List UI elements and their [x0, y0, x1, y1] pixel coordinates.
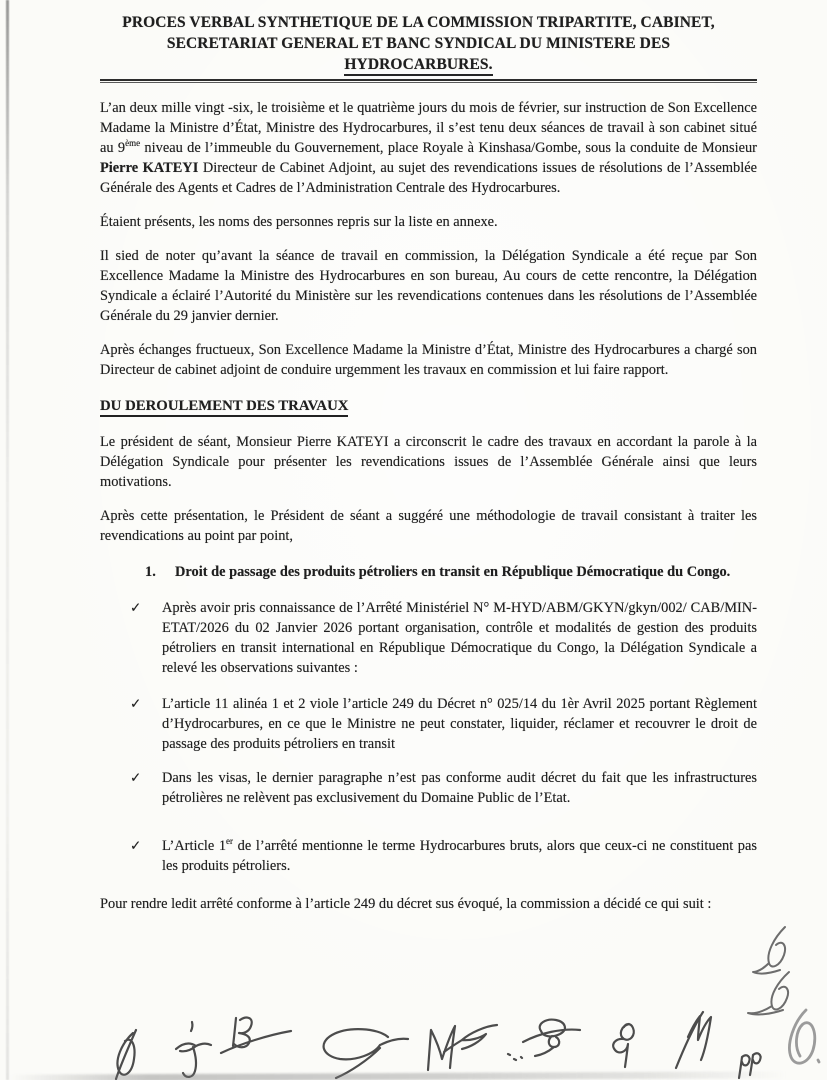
paragraph-note: Il sied de noter qu’avant la séance de travail en commission, la Délégation Syndicale a été reçue par Son Excellence Madame la Ministre des Hydrocarbures en son bureau, Au cours de cette rencontre, la Délégation Syndicale a éclairé l’Autorité du Ministère sur les revendications contenues dans les résolutions de l’Assemblée Générale du 29 janvier dernier.: [100, 248, 757, 324]
signature-m-zigzag-mark: [428, 1026, 455, 1070]
check-item-2: ✓ L’article 11 alinéa 1 et 2 viole l’article 249 du Décret n° 025/14 du 1èr Avril 2025 portant Règlement d’Hydrocarbures, en ce que le Ministre ne peut constater, liquider, réclamer et recouvrer le droit de passage des produits pétroliers en transit: [130, 696, 757, 752]
title-divider-rule: [100, 79, 757, 83]
paragraph-opening: L’an deux mille vingt -six, le troisième et le quatrième jours du mois de février, sur instruction de Son Excellence Madame la Ministre d’État, Ministre des Hydrocarbures, il s’est tenu deux séances de travail à son cabinet situé au 9ème niveau de l’immeuble du Gouvernement, place Royale à Kinshasa/Gombe, sous la conduite de Monsieur Pierre KATEYI Directeur de Cabinet Adjoint, au sujet des revendications issues de résolutions de l’Assemblée Générale des Agents et Cadres de l’Administration Centrale des Hydrocarbures.: [100, 100, 757, 196]
checkmark-icon: ✓: [130, 838, 142, 854]
signature-b-flourish-mark: [221, 1018, 291, 1053]
superscript-eme: ème: [125, 138, 141, 149]
paragraph-echanges: Après échanges fructueux, Son Excellence Madame la Ministre d’État, Ministre des Hydrocarbures a chargé son Directeur de cabinet adjoint de conduire urgemment les travaux en commission et lui faire rapport.: [100, 342, 757, 378]
margin-paraph-upper: [753, 927, 785, 973]
signature-tall-slashes-mark: [676, 1012, 711, 1068]
title-line-1: PROCES VERBAL SYNTHETIQUE DE LA COMMISSION TRIPARTITE, CABINET,: [122, 14, 715, 31]
checkmark-icon: ✓: [130, 600, 142, 616]
paragraph-president: Le président de séant, Monsieur Pierre KATEYI a circonscrit le cadre des travaux en accordant la parole à la Délégation Syndicale pour présenter les revendications issues de l’Assemblée Générale ainsi que leurs motivations.: [100, 434, 757, 490]
checkmark-icon: ✓: [130, 696, 142, 712]
signature-pen-nib-mark: [444, 1025, 497, 1052]
document-title: [0, 0, 827, 76]
document-body: [100, 98, 757, 914]
check-item-1: ✓ Après avoir pris connaissance de l’Arrêté Ministériel N° M-HYD/ABM/GKYN/gkyn/002/ CAB/MIN-ETAT/2026 du 02 Janvier 2026 portant organisation, contrôle et modalités de gestion des produits pétroliers en transit international en République Démocratique du Congo, la Délégation Syndicale a relevé les observations suivantes :: [130, 600, 757, 676]
signature-crossed-oval-mark: [523, 1020, 580, 1056]
signature-light-d-mark: [789, 1010, 819, 1063]
signature-ink-dots-mark: [508, 1054, 522, 1060]
superscript-er: er: [226, 836, 234, 847]
section-heading-deroulement: DU DEROULEMENT DES TRAVAUX: [100, 396, 757, 416]
paragraph-presents: Étaient présents, les noms des personnes repris sur la liste en annexe.: [100, 214, 498, 230]
numbered-item-1: 1. Droit de passage des produits pétroliers en transit en République Démocratique du Congo.: [145, 564, 731, 580]
check-item-4: ✓ L’Article 1er de l’arrêté mentionne le terme Hydrocarbures bruts, alors que ceux-ci ne constituent pas les produits pétroliers.: [130, 836, 757, 874]
paragraph-closing: Pour rendre ledit arrêté conforme à l’article 249 du décret sus évoqué, la commission a décidé ce qui suit :: [100, 896, 712, 912]
signature-leaf-slash-mark: [116, 1030, 136, 1079]
check-item-3: ✓ Dans les visas, le dernier paragraphe n’est pas conforme audit décret du fait que les infrastructures pétrolières ne relèvent pas exclusivement du Domaine Public de l’Etat.: [130, 770, 757, 806]
paragraph-methodologie: Après cette présentation, le Président de séant a suggéré une méthodologie de travail consistant à traiter les revendications au point par point,: [100, 508, 757, 544]
scan-bottom-edge-artifact: [10, 1071, 787, 1080]
title-line-3: HYDROCARBURES.: [90, 54, 747, 76]
margin-paraph-lower: [748, 972, 789, 1014]
signature-loop-tail-mark: [324, 1029, 408, 1078]
scan-left-edge-artifact: [6, 0, 9, 1080]
signature-double-loop-mark: [613, 1024, 634, 1067]
signature-y-hook-mark: [176, 1022, 211, 1077]
person-name-bold: Pierre KATEYI: [100, 160, 199, 176]
checkmark-icon: ✓: [130, 770, 142, 786]
title-line-2: SECRETARIAT GENERAL ET BANC SYNDICAL DU MINISTERE DES: [166, 35, 671, 52]
item-number: 1.: [145, 564, 156, 580]
